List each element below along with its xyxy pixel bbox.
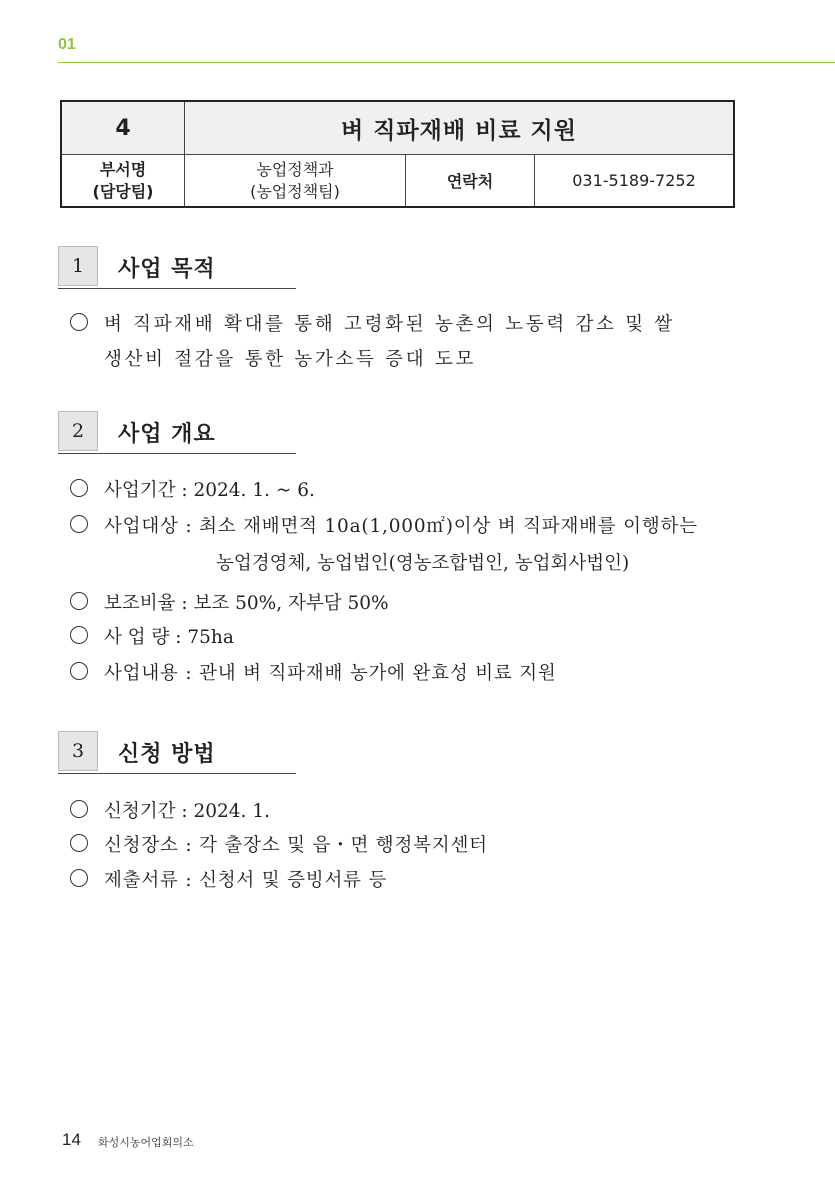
dept-value: 농업정책과: [256, 159, 334, 179]
purpose-line: 생산비 절감을 통한 농가소득 증대 도모: [104, 349, 477, 370]
section-heading-overview: [58, 411, 296, 451]
purpose-line: 벼 직파재배 확대를 통해 고령화된 농촌의 노동력 감소 및 쌀: [104, 314, 675, 335]
circle-bullet-icon: [70, 592, 88, 610]
contact-label: 연락처: [406, 155, 535, 208]
page-number: 14: [62, 1130, 81, 1149]
program-title: 벼 직파재배 비료 지원: [185, 101, 735, 155]
overview-ratio: 보조비율 : 보조 50%, 자부담 50%: [104, 593, 389, 614]
section-underline: [58, 453, 296, 454]
dept-label: 부서명: [99, 159, 147, 179]
overview-period: 사업기간 : 2024. 1. ~ 6.: [104, 480, 315, 501]
section-number: 2: [58, 411, 98, 451]
circle-bullet-icon: [70, 800, 88, 818]
circle-bullet-icon: [70, 662, 88, 680]
section-underline: [58, 288, 296, 289]
team-value: (농업정책팀): [250, 181, 340, 201]
overview-amount: 사 업 량 : 75ha: [104, 627, 234, 648]
section-underline: [58, 773, 296, 774]
section-heading-purpose: [58, 246, 296, 286]
section-heading-application: [58, 731, 296, 771]
section-title: 사업 목적: [118, 257, 216, 282]
circle-bullet-icon: [70, 313, 88, 331]
footer-organization: 화성시농어업회의소: [98, 1136, 194, 1149]
contact-value: 031-5189-7252: [535, 155, 735, 208]
program-number: 4: [61, 101, 185, 155]
circle-bullet-icon: [70, 869, 88, 887]
program-info-table: [60, 100, 735, 208]
section-number: 3: [58, 731, 98, 771]
application-place: 신청장소 : 각 출장소 및 읍・면 행정복지센터: [104, 835, 488, 856]
chapter-number: 01: [58, 36, 76, 53]
section-title: 사업 개요: [118, 422, 216, 447]
section-number: 1: [58, 246, 98, 286]
dept-label-cell: [61, 155, 185, 208]
section-title: 신청 방법: [118, 742, 216, 767]
circle-bullet-icon: [70, 515, 88, 533]
circle-bullet-icon: [70, 626, 88, 644]
chapter-divider: [58, 62, 835, 63]
overview-content: 사업내용 : 관내 벼 직파재배 농가에 완효성 비료 지원: [104, 663, 557, 684]
application-documents: 제출서류 : 신청서 및 증빙서류 등: [104, 870, 388, 891]
circle-bullet-icon: [70, 834, 88, 852]
overview-target-cont: 농업경영체, 농업법인(영농조합법인, 농업회사법인): [216, 553, 630, 574]
dept-value-cell: [185, 155, 406, 208]
team-label: (담당팀): [92, 181, 154, 201]
application-period: 신청기간 : 2024. 1.: [104, 801, 270, 822]
overview-target: 사업대상 : 최소 재배면적 10a(1,000㎡)이상 벼 직파재배를 이행하는: [104, 516, 698, 537]
circle-bullet-icon: [70, 479, 88, 497]
